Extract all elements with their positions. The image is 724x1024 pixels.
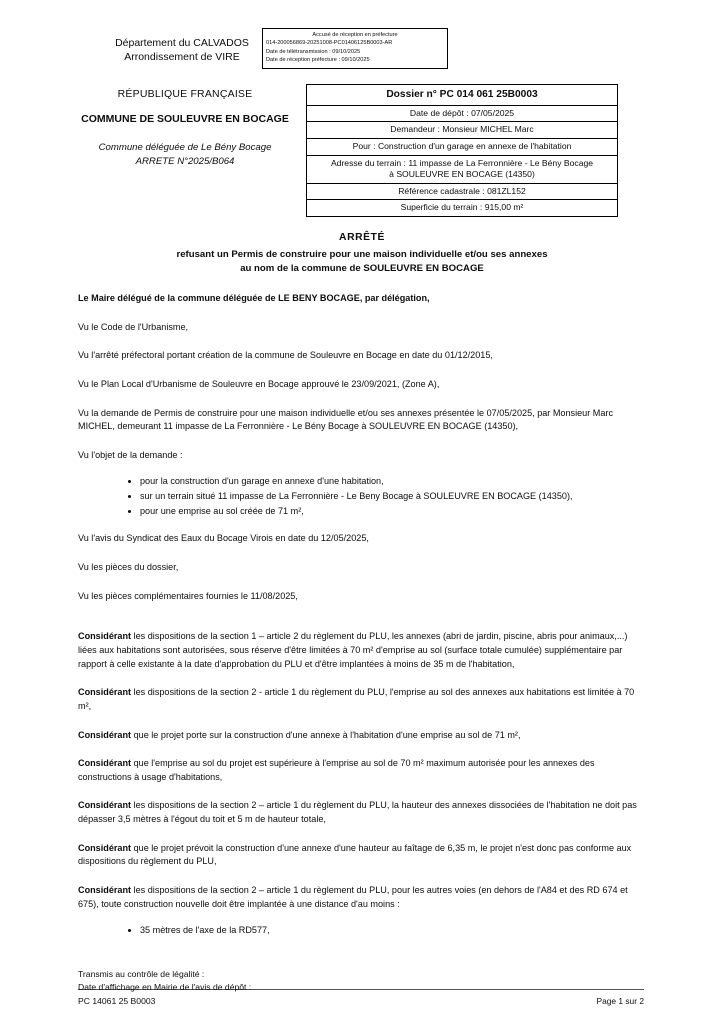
paragraph-vu-arrete-prefectoral: Vu l'arrêté préfectoral portant création de la commune de Souleuvre en Bocage en date du 01/12/2015,: [78, 350, 493, 361]
label-depot: Date de dépôt :: [409, 107, 472, 118]
dossier-row-cadastre: [307, 183, 618, 200]
considerant-lead-4: Considérant: [78, 758, 132, 769]
considerant-text-4: que l'emprise au sol du projet est supérieure à l'emprise au sol de 70 m² maximum autorisée pour les annexes des constructions à usage d'habitations,: [78, 758, 595, 782]
value-cadastre: 081ZL152: [487, 185, 526, 196]
list-item: sur un terrain situé 11 impasse de La Ferronnière - Le Beny Bocage à SOULEUVRE EN BOCAGE (14350),: [140, 490, 644, 504]
paragraph-maire: Le Maire délégué de la commune déléguée de LE BENY BOCAGE, par délégation,: [78, 293, 430, 303]
value-adresse: 11 impasse de La Ferronnière - Le Bény Bocage: [408, 157, 594, 168]
dossier-row-depot: [307, 105, 618, 122]
value-pour: Construction d'un garage en annexe de l'habitation: [377, 140, 572, 151]
paragraph-vu-pieces: Vu les pièces du dossier,: [78, 562, 179, 573]
department-block: [92, 36, 272, 64]
list-item: pour la construction d'un garage en annexe d'une habitation,: [140, 475, 644, 489]
subtitle-line-2: au nom de la commune de SOULEUVRE EN BOCAGE: [240, 262, 484, 274]
dossier-row-pour: [307, 138, 618, 155]
paragraph-vu-code: Vu le Code de l'Urbanisme,: [78, 321, 189, 332]
paragraph-vu-plu: Vu le Plan Local d'Urbanisme de Souleuvre en Bocage approuvé le 23/09/2021, (Zone A),: [78, 378, 440, 389]
republique-francaise: RÉPUBLIQUE FRANÇAISE: [117, 88, 253, 100]
republic-commune-block: [60, 88, 310, 170]
page-title: ARRÊTÉ: [339, 232, 385, 243]
receipt-id: 014-200056869-20251008-PC01406125B0003-AR: [266, 40, 393, 47]
label-demandeur: Demandeur :: [390, 124, 443, 135]
considerant-lead-3: Considérant: [78, 729, 132, 740]
paragraph-vu-objet: Vu l'objet de la demande :: [78, 449, 183, 460]
document-body: [78, 292, 644, 952]
paragraph-vu-pieces-complementaires: Vu les pièces complémentaires fournies le 11/08/2025,: [78, 590, 298, 601]
footer-transmis: Transmis au contrôle de légalité :: [78, 969, 205, 980]
considerant-text-3: que le projet porte sur la construction d'une annexe à l'habitation d'une emprise au sol de 71 m²,: [131, 729, 521, 740]
receipt-transmission-date: Date de télétransmission : 09/10/2025: [266, 48, 361, 55]
paragraph-vu-syndicat: Vu l'avis du Syndicat des Eaux du Bocage Virois en date du 12/05/2025,: [78, 533, 369, 544]
label-cadastre: Référence cadastrale :: [398, 185, 488, 196]
commune-deleguee: Commune déléguée de Le Bény Bocage: [98, 142, 272, 153]
value-superficie: 915,00 m²: [484, 202, 524, 213]
commune-name: COMMUNE DE SOULEUVRE EN BOCAGE: [81, 113, 289, 125]
page-number: Page 1 sur 2: [596, 995, 644, 1006]
considerant-text-1: les dispositions de la section 1 – article 2 du règlement du PLU, les annexes (abri de jardin, piscine, abris pour animaux,...) liées aux habitations sont autorisées, sous réserve d'être limitées à 70 m² d'emprise au sol (surface totale cumulée) supplémentaire par rapport à celle existante à la date d'approbation du PLU et d'être implantées à moins de 35 m de l'habitation,: [78, 631, 628, 669]
label-adresse: Adresse du terrain :: [330, 157, 409, 168]
paragraph-considerant-2: [78, 686, 644, 713]
dossier-row-superficie: [307, 200, 618, 217]
distance-list: [78, 924, 644, 938]
paragraph-considerant-7: [78, 884, 644, 911]
paragraph-considerant-6: [78, 842, 644, 869]
list-item: 35 mètres de l'axe de la RD577,: [140, 924, 644, 938]
arrete-number: ARRETE N°2025/B064: [135, 156, 235, 168]
considerant-text-7: les dispositions de la section 2 – article 1 du règlement du PLU, pour les autres voies (en dehors de l'A84 et des RD 674 et 675), toute construction nouvelle doit être implantée à une distance d'au moins :: [78, 885, 628, 909]
dossier-row-demandeur: [307, 122, 618, 139]
receipt-reception-date: Date de réception préfecture : 09/10/2025: [266, 57, 370, 64]
footer-affichage: Date d'affichage en Mairie de l'avis de dépôt :: [78, 982, 252, 993]
dossier-table: [306, 84, 618, 217]
dossier-row-adresse: [307, 155, 618, 183]
footer-reference: PC 14061 25 B0003: [78, 995, 156, 1006]
dossier-number: Dossier n° PC 014 061 25B0003: [307, 85, 618, 106]
value-adresse-commune: à SOULEUVRE EN BOCAGE (14350): [389, 169, 535, 180]
paragraph-vu-demande: Vu la demande de Permis de construire pour une maison individuelle et/ou ses annexes présentée le 07/05/2025, par Monsieur Marc MICHEL, demeurant 11 impasse de La Ferronnière - Le Bény Bocage à SOULEUVRE EN BOCAGE (14350),: [78, 407, 613, 432]
document-header: [0, 28, 724, 82]
list-item: pour une emprise au sol créée de 71 m²,: [140, 505, 644, 519]
page-subtitle: [0, 248, 724, 276]
value-demandeur: Monsieur MICHEL Marc: [442, 124, 534, 135]
considerant-lead-7: Considérant: [78, 885, 132, 896]
prefecture-receipt-stamp: [262, 28, 448, 69]
table-row: [307, 85, 618, 106]
considerant-text-2: les dispositions de la section 2 - article 1 du règlement du PLU, l'emprise au sol des annexes aux habitations est limitée à 70 m²,: [78, 687, 635, 711]
considerant-text-6: que le projet prévoit la construction d'une annexe d'une hauteur au faîtage de 6,35 m, le projet n'est donc pas conforme aux dispositions du règlement du PLU,: [78, 842, 632, 867]
objet-list: [78, 475, 644, 518]
document-footer: [78, 968, 644, 1008]
considerant-text-5: les dispositions de la section 2 – article 1 du règlement du PLU, la hauteur des annexes dissociées de l'habitation ne doit pas dépasser 3,5 mètres à l'égout du toit et 5 m de hauteur totale,: [78, 800, 637, 825]
table-row: [307, 155, 618, 183]
spacer: [78, 618, 644, 630]
paragraph-considerant-1: [78, 630, 644, 671]
paragraph-considerant-3: [78, 729, 644, 743]
subtitle-line-1: refusant un Permis de construire pour une maison individuelle et/ou ses annexes: [176, 249, 548, 260]
table-row: [307, 138, 618, 155]
table-row: [307, 183, 618, 200]
considerant-lead-2: Considérant: [78, 687, 132, 698]
considerant-lead-6: Considérant: [78, 842, 132, 853]
considerant-lead-5: Considérant: [78, 800, 132, 811]
paragraph-considerant-5: [78, 799, 644, 826]
paragraph-considerant-4: [78, 757, 644, 784]
department-line-2: Arrondissement de VIRE: [124, 51, 240, 64]
label-superficie: Superficie du terrain :: [400, 202, 485, 213]
label-pour: Pour :: [352, 140, 378, 151]
table-row: [307, 105, 618, 122]
value-depot: 07/05/2025: [471, 107, 515, 118]
table-row: [307, 122, 618, 139]
table-row: [307, 200, 618, 217]
receipt-title: Accusé de réception en préfecture: [312, 32, 398, 38]
department-line-1: Département du CALVADOS: [115, 37, 249, 49]
considerant-lead-1: Considérant: [78, 631, 132, 642]
